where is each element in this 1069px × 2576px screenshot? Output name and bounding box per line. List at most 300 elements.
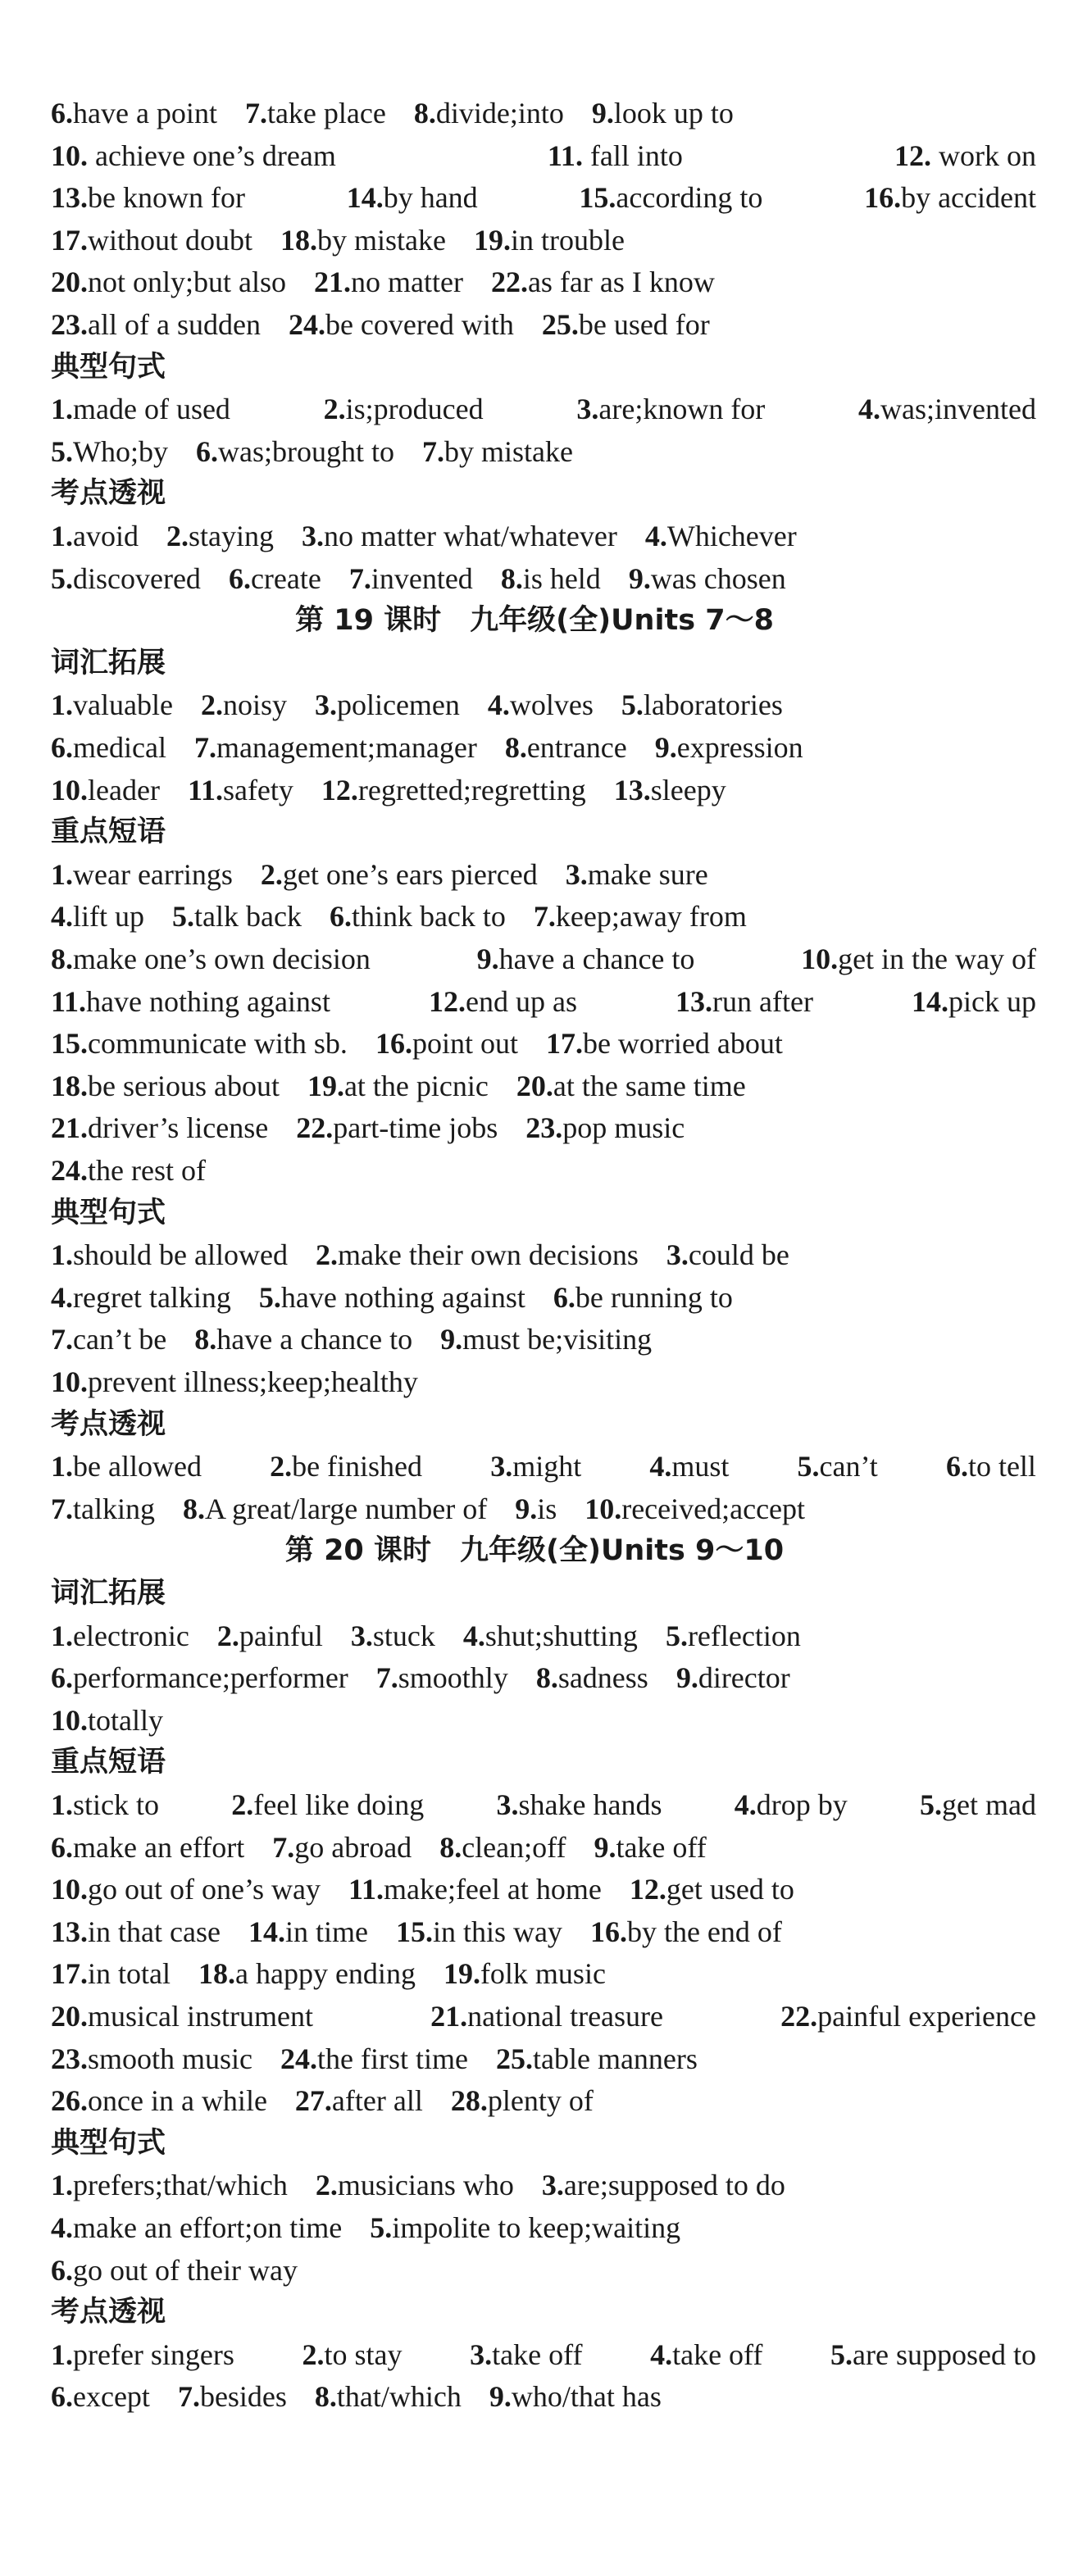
number-dot: . — [664, 1450, 672, 1483]
answer-number: 14 — [248, 1915, 278, 1948]
answer-text: sleepy — [650, 773, 726, 806]
number-dot: . — [275, 857, 283, 891]
number-dot: . — [243, 561, 251, 595]
answer-item — [272, 1826, 412, 1869]
answer-item — [51, 726, 166, 769]
answer-text: folk music — [480, 1957, 606, 1991]
answer-number: 5 — [258, 1280, 274, 1314]
answer-line — [51, 1656, 1036, 1699]
answer-item — [650, 2333, 762, 2376]
answer-number: 7 — [348, 561, 364, 595]
answer-number: 23 — [525, 1111, 556, 1145]
number-dot: . — [455, 1323, 463, 1356]
answer-item — [172, 895, 302, 938]
answer-text: are supposed to — [853, 2337, 1036, 2371]
answer-text: think back to — [351, 900, 506, 934]
answer-text: at the same time — [553, 1069, 746, 1102]
answer-item — [51, 1445, 202, 1488]
number-dot: . — [66, 393, 73, 426]
answer-item — [649, 1445, 729, 1488]
answer-text: A great/large number of — [204, 1492, 488, 1525]
answer-text: a happy ending — [235, 1957, 416, 1991]
answer-item — [51, 1149, 206, 1192]
answer-number: 6 — [51, 1830, 66, 1864]
number-dot: . — [567, 1280, 575, 1314]
number-dot: . — [619, 1915, 627, 1948]
answer-number: 7 — [51, 1323, 66, 1356]
answer-item — [735, 1783, 848, 1826]
number-dot: . — [548, 900, 556, 934]
number-dot: . — [80, 1027, 88, 1061]
number-dot: . — [608, 181, 616, 215]
answer-item — [629, 557, 786, 600]
number-dot: . — [80, 1154, 88, 1187]
answer-item — [261, 853, 538, 896]
number-dot: . — [502, 688, 510, 722]
answer-item — [51, 1065, 280, 1107]
answer-text: Who;by — [73, 434, 168, 468]
answer-text: wolves — [509, 688, 594, 722]
answer-item — [463, 1615, 638, 1657]
number-dot: . — [404, 1027, 412, 1061]
answer-text: all of a sudden — [88, 308, 261, 341]
number-dot: . — [428, 97, 436, 129]
answer-text: was chosen — [650, 561, 786, 595]
answer-item — [801, 938, 1036, 980]
answer-line — [51, 769, 1036, 811]
answer-number: 6 — [228, 561, 243, 595]
answer-number: 19 — [443, 1957, 473, 1991]
answer-item — [307, 1065, 489, 1107]
number-dot: . — [80, 1915, 88, 1948]
answer-number: 8 — [500, 561, 516, 595]
answer-number: 3 — [470, 2337, 485, 2371]
number-dot: . — [66, 2380, 73, 2414]
answer-text: make their own decisions — [337, 1238, 639, 1272]
number-dot: . — [614, 1492, 622, 1525]
answer-item — [645, 515, 797, 557]
number-dot: . — [66, 2337, 73, 2371]
number-dot: . — [325, 1111, 334, 1145]
answer-text: lift up — [73, 900, 144, 934]
answer-number: 22 — [490, 266, 521, 299]
answer-number: 4 — [51, 900, 66, 934]
answer-number: 12 — [321, 773, 351, 806]
answer-text: keep;away from — [555, 900, 747, 934]
number-dot: . — [575, 1027, 583, 1061]
answer-text: to stay — [324, 2337, 403, 2371]
answer-item — [280, 2038, 468, 2080]
number-dot: . — [215, 688, 223, 722]
answer-number: 22 — [780, 2000, 811, 2033]
number-dot: . — [571, 308, 579, 341]
number-dot: . — [66, 1323, 73, 1356]
number-dot: . — [338, 393, 346, 426]
answer-number: 21 — [51, 1111, 80, 1145]
answer-number: 8 — [413, 97, 429, 129]
section-header: 考点透视 — [51, 2296, 166, 2329]
answer-text: in trouble — [511, 223, 625, 257]
answer-number: 3 — [350, 1619, 366, 1652]
answer-text: reflection — [687, 1619, 801, 1652]
answer-item — [515, 1488, 557, 1530]
answer-number: 18 — [280, 223, 311, 257]
answer-number: 1 — [51, 2337, 66, 2371]
answer-number: 11 — [547, 139, 575, 172]
answer-text: get used to — [666, 1873, 794, 1906]
section-header: 典型句式 — [51, 350, 166, 384]
number-dot: . — [608, 1830, 616, 1864]
answer-text: noisy — [222, 688, 287, 722]
number-dot: . — [66, 943, 73, 975]
answer-text: by mistake — [444, 434, 573, 468]
number-dot: . — [287, 1830, 295, 1864]
number-dot: . — [556, 2169, 564, 2202]
number-dot: . — [580, 857, 588, 891]
answer-text: in that case — [88, 1915, 221, 1948]
answer-number: 28 — [450, 2084, 480, 2118]
answer-item — [51, 557, 201, 600]
answer-text: policemen — [336, 688, 460, 722]
answer-item — [51, 1276, 231, 1319]
answer-text: management;manager — [216, 731, 477, 764]
answer-line — [51, 261, 1036, 303]
answer-text: make sure — [587, 857, 708, 891]
answer-item — [51, 1826, 244, 1869]
answer-number: 1 — [51, 688, 66, 722]
answer-text: smoothly — [398, 1661, 508, 1695]
answer-item — [201, 684, 287, 726]
answer-text: get in the way of — [838, 943, 1036, 975]
answer-item — [198, 1952, 416, 1995]
number-dot: . — [365, 1619, 373, 1652]
number-dot: . — [80, 223, 88, 257]
number-dot: . — [491, 943, 499, 975]
answer-number: 8 — [439, 1830, 455, 1864]
answer-number: 11 — [187, 773, 216, 806]
answer-number: 14 — [346, 181, 376, 215]
number-dot: . — [519, 731, 527, 764]
answer-item — [51, 219, 252, 261]
answer-item — [858, 388, 1036, 430]
answer-text: stick to — [73, 1788, 159, 1821]
answer-text: totally — [88, 1703, 163, 1737]
answer-text: after all — [331, 2084, 423, 2118]
answer-item — [51, 515, 139, 557]
number-dot: . — [66, 1238, 73, 1272]
number-dot: . — [505, 1450, 513, 1483]
lesson-title: 第 20 课时 九年级(全)Units 9～10 — [284, 1534, 785, 1568]
answer-number: 4 — [51, 2211, 66, 2244]
answer-text: have nothing against — [280, 1280, 525, 1314]
answer-number: 3 — [576, 393, 592, 426]
number-dot: . — [80, 773, 88, 806]
answer-item — [51, 303, 261, 346]
answer-item — [51, 388, 230, 430]
answer-number: 1 — [51, 2169, 66, 2202]
answer-item — [315, 684, 460, 726]
answer-item — [470, 2333, 582, 2376]
answer-item — [516, 1065, 746, 1107]
answer-number: 9 — [440, 1323, 456, 1356]
number-dot: . — [66, 900, 73, 934]
answer-number: 4 — [51, 1280, 66, 1314]
answer-item — [630, 1868, 794, 1910]
answer-line — [51, 1106, 1036, 1149]
answer-item — [51, 1699, 163, 1742]
answer-item — [183, 1488, 487, 1530]
answer-number: 3 — [666, 1238, 681, 1272]
answer-item — [51, 1106, 268, 1149]
answer-line — [51, 2206, 1036, 2249]
number-dot: . — [324, 2084, 332, 2118]
answer-number: 5 — [797, 1450, 812, 1483]
number-dot: . — [228, 1957, 235, 1991]
answer-number: 18 — [198, 1957, 228, 1991]
answer-text: by accident — [901, 181, 1036, 215]
answer-text: be known for — [88, 181, 245, 215]
answer-number: 6 — [51, 731, 66, 764]
answer-line — [51, 1361, 1036, 1403]
answer-number: 21 — [430, 2000, 461, 2033]
answer-text: achieve one’s dream — [88, 139, 336, 172]
answer-number: 17 — [51, 1957, 80, 1991]
answer-number: 3 — [314, 688, 330, 722]
answer-line — [51, 303, 1036, 346]
answer-line — [51, 1065, 1036, 1107]
answer-item — [474, 219, 625, 261]
answer-number: 1 — [51, 393, 66, 426]
answer-number: 22 — [296, 1111, 326, 1145]
answer-text: take off — [492, 2337, 583, 2371]
answer-text: national treasure — [467, 2000, 663, 2033]
answer-line — [51, 92, 1036, 134]
answer-item — [51, 684, 173, 726]
answer-line — [51, 1233, 1036, 1276]
answer-number: 7 — [177, 2380, 193, 2414]
answer-text: have a point — [73, 97, 217, 129]
answer-item — [51, 1488, 155, 1530]
section-header: 典型句式 — [51, 2126, 166, 2160]
answer-item — [894, 134, 1036, 177]
answer-text: invented — [371, 561, 473, 595]
answer-text: is — [537, 1492, 557, 1525]
answer-number: 4 — [650, 2337, 666, 2371]
answer-item — [51, 1656, 348, 1699]
number-dot: . — [273, 1280, 281, 1314]
answer-line — [51, 853, 1036, 896]
number-dot: . — [480, 2084, 488, 2118]
answer-item — [496, 2038, 698, 2080]
answer-number: 5 — [665, 1619, 680, 1652]
answer-number: 10 — [51, 139, 80, 172]
answer-item — [324, 388, 484, 430]
answer-number: 6 — [51, 2253, 66, 2287]
answer-text: medical — [73, 731, 166, 764]
answer-text: fall into — [582, 139, 683, 172]
answer-line — [51, 1318, 1036, 1361]
answer-number: 15 — [51, 1027, 80, 1061]
answer-item — [217, 1615, 323, 1657]
number-dot: . — [66, 688, 73, 722]
answer-text: painful — [239, 1619, 323, 1652]
number-dot: . — [66, 1661, 73, 1695]
answer-number: 6 — [945, 1450, 961, 1483]
answer-number: 3 — [301, 520, 316, 552]
answer-item — [51, 1615, 189, 1657]
answer-text: prefer singers — [73, 2337, 234, 2371]
answer-text: divide;into — [435, 97, 564, 129]
answer-item — [51, 1783, 159, 1826]
number-dot: . — [350, 773, 358, 806]
number-dot: . — [66, 2211, 73, 2244]
answer-item — [51, 853, 233, 896]
answer-number: 12 — [629, 1873, 659, 1906]
number-dot: . — [80, 308, 88, 341]
answer-number: 15 — [395, 1915, 425, 1948]
number-dot: . — [690, 1661, 698, 1695]
answer-text: in time — [284, 1915, 368, 1948]
number-dot: . — [550, 1661, 558, 1695]
answer-text: make;feel at home — [383, 1873, 602, 1906]
answer-item — [489, 2375, 662, 2418]
answer-text: talking — [73, 1492, 155, 1525]
number-dot: . — [530, 1492, 538, 1525]
answer-line — [51, 1149, 1036, 1192]
answer-text: create — [250, 561, 321, 595]
number-dot: . — [960, 1450, 968, 1483]
answer-number: 6 — [51, 97, 66, 129]
answer-item — [590, 1910, 782, 1953]
number-dot: . — [316, 2337, 325, 2371]
answer-number: 10 — [801, 943, 831, 975]
number-dot: . — [66, 1492, 73, 1525]
number-dot: . — [66, 1280, 73, 1314]
number-dot: . — [80, 2042, 88, 2075]
answer-item — [295, 2079, 423, 2122]
answer-item — [676, 1656, 790, 1699]
section-header: 典型句式 — [51, 1196, 166, 1229]
section-header: 重点短语 — [51, 1746, 166, 1779]
number-dot: . — [606, 97, 614, 129]
answer-text: are;known for — [598, 393, 766, 426]
answer-item — [370, 2206, 680, 2249]
number-dot: . — [310, 223, 318, 257]
answer-number: 2 — [323, 393, 339, 426]
answer-number: 24 — [288, 308, 318, 341]
answer-number: 8 — [314, 2380, 330, 2414]
answer-item — [51, 2206, 342, 2249]
answer-number: 9 — [628, 561, 644, 595]
answer-item — [396, 1910, 562, 1953]
answer-number: 5 — [172, 900, 187, 934]
answer-number: 2 — [216, 1619, 232, 1652]
answer-text: avoid — [73, 520, 139, 552]
answer-item — [231, 1783, 424, 1826]
answer-text: can’t be — [73, 1323, 167, 1356]
answer-number: 8 — [535, 1661, 551, 1695]
answer-number: 11 — [348, 1873, 376, 1906]
answer-number: 1 — [51, 1238, 66, 1272]
answer-item — [780, 1995, 1036, 2038]
answer-item — [542, 303, 710, 346]
answer-item — [375, 1022, 518, 1065]
answer-number: 2 — [200, 688, 216, 722]
answer-text: is held — [522, 561, 601, 595]
answer-number: 11 — [51, 984, 80, 1018]
section-header: 重点短语 — [51, 816, 166, 849]
answer-item — [422, 430, 573, 473]
answer-number: 6 — [329, 900, 344, 934]
answer-item — [440, 1318, 652, 1361]
answer-text: shut;shutting — [484, 1619, 638, 1652]
answer-number: 2 — [270, 1450, 285, 1483]
answer-number: 1 — [51, 1619, 66, 1652]
answer-text: smooth music — [88, 2042, 253, 2075]
answer-number: 6 — [195, 434, 211, 468]
answer-item — [542, 2164, 785, 2206]
answer-text: is;produced — [345, 393, 484, 426]
answer-item — [501, 557, 601, 600]
answer-text: take off — [672, 2337, 763, 2371]
answer-text: must be;visiting — [462, 1323, 653, 1356]
number-dot: . — [923, 139, 931, 172]
answer-line — [51, 515, 1036, 557]
answer-number: 2 — [315, 1238, 330, 1272]
number-dot: . — [665, 2337, 673, 2371]
number-dot: . — [277, 1915, 285, 1948]
number-dot: . — [66, 561, 73, 595]
answer-text: except — [73, 2380, 150, 2414]
number-dot: . — [511, 1788, 519, 1821]
answer-line — [51, 1783, 1036, 1826]
number-dot: . — [80, 139, 88, 172]
answer-text: expression — [676, 731, 803, 764]
answer-text: musical instrument — [88, 2000, 313, 2033]
answer-number: 15 — [579, 181, 609, 215]
number-dot: . — [659, 520, 667, 552]
answer-number: 4 — [462, 1619, 478, 1652]
answer-text: not only;but also — [88, 266, 286, 299]
answer-text: pop music — [562, 1111, 685, 1145]
answer-number: 18 — [51, 1069, 80, 1102]
number-dot: . — [520, 266, 528, 299]
answer-item — [488, 684, 594, 726]
answer-item — [351, 1615, 435, 1657]
answer-text: the first time — [317, 2042, 468, 2075]
answer-line — [51, 726, 1036, 769]
answer-text: prevent illness;keep;healthy — [88, 1365, 418, 1398]
number-dot: . — [80, 1069, 88, 1102]
answer-number: 6 — [553, 1280, 568, 1314]
answer-number: 20 — [51, 266, 80, 299]
answer-item — [666, 1615, 801, 1657]
answer-number: 5 — [370, 2211, 385, 2244]
answer-item — [51, 176, 245, 219]
answer-number: 16 — [375, 1027, 405, 1061]
number-dot: . — [66, 857, 73, 891]
answer-number: 1 — [51, 1450, 66, 1483]
answer-item — [178, 2375, 287, 2418]
answer-item — [280, 219, 446, 261]
answer-text: the rest of — [88, 1154, 206, 1187]
answer-line — [51, 219, 1036, 261]
answer-number: 20 — [51, 2000, 80, 2033]
number-dot: . — [329, 688, 337, 722]
answer-line — [51, 134, 1036, 177]
answer-number: 25 — [495, 2042, 525, 2075]
answer-number: 17 — [51, 223, 80, 257]
